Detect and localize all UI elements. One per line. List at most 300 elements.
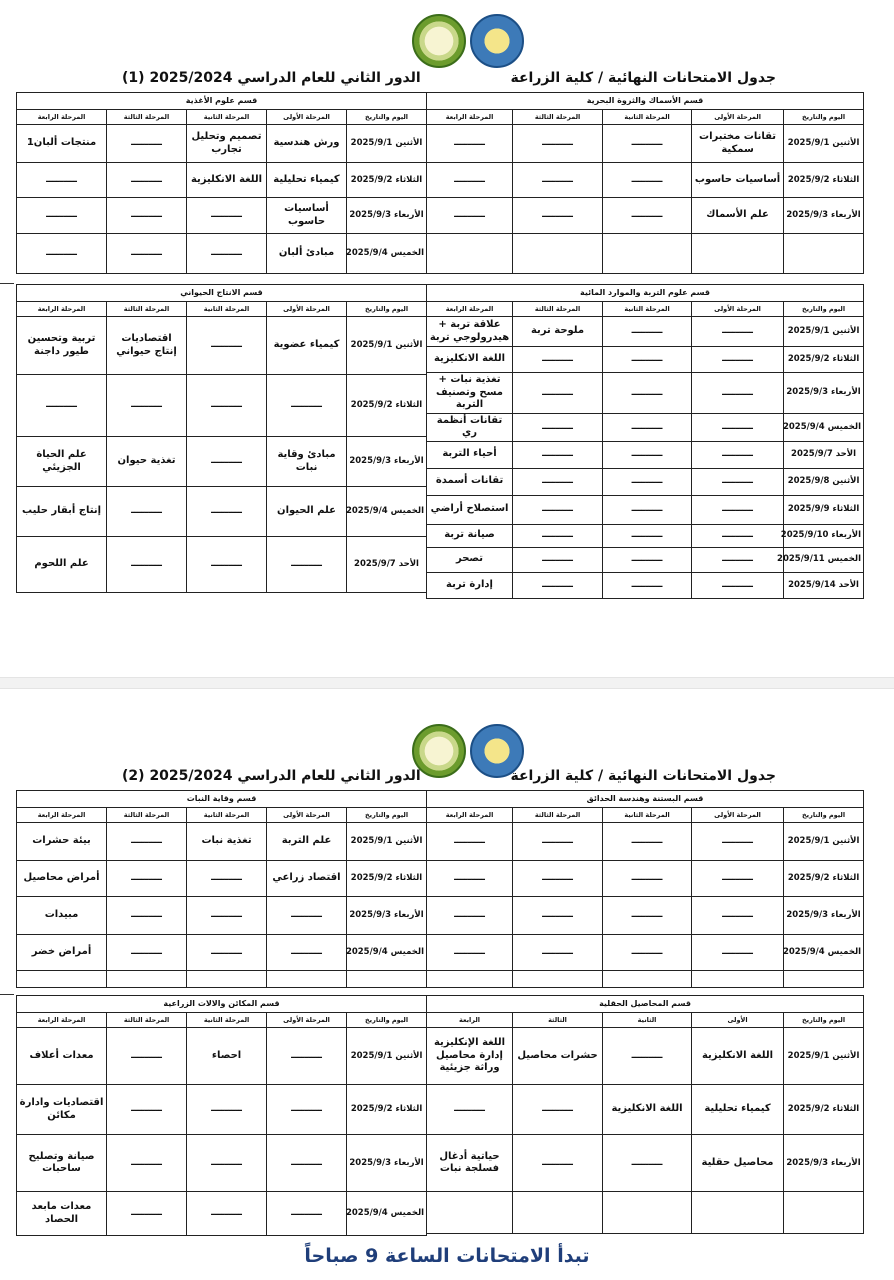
table-row [17,234,427,274]
exam-subject-cell: ـــــــــ [513,935,603,971]
exam-date-cell: الثلاثاء 2025/9/2 [347,861,427,897]
exam-subject-cell: بيئة حشرات [17,823,107,861]
exam-subject-cell: ـــــــــ [603,373,692,414]
column-header: المرحلة الثالثة [107,302,187,317]
exam-date-cell: الأربعاء 2025/9/3 [784,1135,864,1192]
exam-date-cell: الأثنين 2025/9/1 [347,317,427,375]
column-header: المرحلة الرابعة [17,808,107,823]
exam-subject-cell: اقتصاد زراعي [267,861,347,897]
exam-date-cell: الأحد 2025/9/7 [347,537,427,593]
exam-subject-cell [187,971,267,988]
exam-date-cell: الأربعاء 2025/9/3 [347,897,427,935]
exam-subject-cell: ـــــــــ [692,861,784,897]
column-header: الرابعة [427,1013,513,1028]
exam-subject-cell: ـــــــــ [513,495,603,524]
table-row [17,1192,427,1236]
table-fish-dept [426,92,864,274]
table-row [427,547,864,572]
column-header: الثالثة [513,1013,603,1028]
college-logo-icon [412,14,466,68]
exam-subject-cell: ـــــــــ [17,163,107,198]
exam-subject-cell: منتجات ألبان1 [17,125,107,163]
column-header: المرحلة الرابعة [427,110,513,125]
exam-subject-cell: ـــــــــ [513,441,603,468]
column-header: اليوم والتاريخ [784,1013,864,1028]
table-row [17,537,427,593]
exam-subject-cell: ـــــــــ [427,163,513,198]
exam-date-cell: الأثنين 2025/9/1 [347,125,427,163]
table-row [17,897,427,935]
exam-date-cell: الأثنين 2025/9/1 [784,317,864,347]
exam-subject-cell: تصميم وتحليل تجارب [187,125,267,163]
table-row [427,1135,864,1192]
exam-subject-cell: ـــــــــ [603,198,692,234]
exam-date-cell: الأثنين 2025/9/1 [784,823,864,861]
table-row [427,572,864,598]
exam-subject-cell: ـــــــــ [187,897,267,935]
exam-subject-cell: ـــــــــ [107,537,187,593]
exam-subject-cell: تغذية نبات + مسح وتصنيف التربة [427,373,513,414]
exam-subject-cell: ـــــــــ [267,1085,347,1135]
exam-subject-cell: معدات أعلاف [17,1028,107,1085]
table-row [17,1085,427,1135]
exam-subject-cell: ـــــــــ [692,572,784,598]
exam-subject-cell: ـــــــــ [187,861,267,897]
exam-subject-cell [692,1192,784,1234]
exam-subject-cell: ـــــــــ [513,861,603,897]
exam-subject-cell: ـــــــــ [187,1085,267,1135]
department-name: قسم المحاصيل الحقلية [427,996,864,1013]
table-row [427,163,864,198]
column-header: المرحلة الأولى [692,808,784,823]
exam-subject-cell: تقانات أنظمة ري [427,413,513,441]
exam-subject-cell [603,1192,692,1234]
schedule-page-2 [0,690,894,1280]
exam-subject-cell: ـــــــــ [187,935,267,971]
column-header: المرحلة الثانية [603,110,692,125]
margin-tick [0,994,14,995]
exam-subject-cell: ـــــــــ [513,897,603,935]
exam-subject-cell: ـــــــــ [107,1192,187,1236]
exam-subject-cell: ـــــــــ [603,547,692,572]
exam-subject-cell: تغذية حيوان [107,437,187,487]
exam-subject-cell: أساسيات حاسوب [692,163,784,198]
exam-subject-cell: ـــــــــ [187,487,267,537]
column-header: الأولى [692,1013,784,1028]
exam-subject-cell: ـــــــــ [267,935,347,971]
exam-subject-cell [692,234,784,274]
exam-subject-cell: ـــــــــ [107,234,187,274]
exam-subject-cell [267,971,347,988]
exam-subject-cell [513,971,603,988]
exam-subject-cell: ـــــــــ [107,487,187,537]
exam-subject-cell: ـــــــــ [692,441,784,468]
table-row [427,234,864,274]
exam-subject-cell: علم التربة [267,823,347,861]
table-row [427,935,864,971]
exam-subject-cell: تقانات مختبرات سمكية [692,125,784,163]
exam-subject-cell: ـــــــــ [187,375,267,437]
exam-subject-cell: ـــــــــ [603,897,692,935]
column-header: المرحلة الثالثة [107,110,187,125]
table-horticulture-dept [426,790,864,988]
exam-subject-cell: مبادئ وقاية نبات [267,437,347,487]
table-row [427,861,864,897]
exam-subject-cell: ـــــــــ [267,897,347,935]
exam-subject-cell: علم الحياة الجزيئي [17,437,107,487]
table-row [17,125,427,163]
exam-subject-cell: ـــــــــ [17,375,107,437]
exam-date-cell: الخميس 2025/9/11 [784,547,864,572]
table-row [17,198,427,234]
table-row [427,823,864,861]
exam-subject-cell: ـــــــــ [692,413,784,441]
table-row [427,971,864,988]
exam-subject-cell: اقتصاديات إنتاج حيواني [107,317,187,375]
table-animal-dept [16,284,427,593]
column-header: المرحلة الأولى [692,302,784,317]
exam-subject-cell: ـــــــــ [603,935,692,971]
exam-subject-cell: ملوحة تربة [513,317,603,347]
exam-subject-cell: ـــــــــ [513,373,603,414]
table-row [17,1028,427,1085]
exam-subject-cell: ـــــــــ [107,935,187,971]
column-header: اليوم والتاريخ [347,110,427,125]
exam-date-cell [347,971,427,988]
exam-date-cell: الأربعاء 2025/9/3 [784,198,864,234]
exam-date-cell: الأثنين 2025/9/1 [784,125,864,163]
exam-subject-cell [603,971,692,988]
column-header: اليوم والتاريخ [347,302,427,317]
exam-subject-cell [427,1192,513,1234]
exam-subject-cell: كيمياء تحليلية [692,1085,784,1135]
exam-subject-cell: ـــــــــ [513,572,603,598]
exam-subject-cell: ـــــــــ [267,1028,347,1085]
column-header: المرحلة الأولى [692,110,784,125]
exam-subject-cell: ـــــــــ [692,495,784,524]
exam-subject-cell [427,234,513,274]
table-row [427,317,864,347]
exam-subject-cell: اللغة الانكليزية [603,1085,692,1135]
exam-date-cell: الخميس 2025/9/4 [347,234,427,274]
exam-subject-cell: علم الحيوان [267,487,347,537]
table-row [17,935,427,971]
exam-subject-cell: كيمياء عضوية [267,317,347,375]
column-header: اليوم والتاريخ [784,808,864,823]
exam-date-cell: الأحد 2025/9/14 [784,572,864,598]
table-row [427,1192,864,1234]
exam-subject-cell: ـــــــــ [603,572,692,598]
exam-subject-cell: ـــــــــ [692,547,784,572]
table-row [17,1135,427,1192]
exam-subject-cell: أمراض محاصيل [17,861,107,897]
exam-subject-cell: ـــــــــ [107,1085,187,1135]
exam-subject-cell: ـــــــــ [427,861,513,897]
schedule-title: جدول الامتحانات النهائية / كلية الزراعة [510,768,776,784]
exam-subject-cell: حياتية أدغال فسلجة نبات [427,1135,513,1192]
column-header: المرحلة الثانية [187,808,267,823]
exam-subject-cell: علم الأسماك [692,198,784,234]
exam-subject-cell: ورش هندسية [267,125,347,163]
exam-subject-cell: ـــــــــ [187,317,267,375]
department-name: قسم المكائن والالات الزراعية [17,996,427,1013]
exam-subject-cell: صيانة وتصليح ساحبات [17,1135,107,1192]
exam-date-cell: الأربعاء 2025/9/3 [347,437,427,487]
exam-subject-cell: ـــــــــ [427,935,513,971]
table-plant-protection-dept [16,790,427,988]
exam-subject-cell: ـــــــــ [187,234,267,274]
exam-subject-cell: ـــــــــ [513,1085,603,1135]
table-row [17,375,427,437]
exam-date-cell: الأربعاء 2025/9/3 [347,198,427,234]
department-name: قسم علوم الأغذية [17,93,427,110]
exam-subject-cell: ـــــــــ [692,823,784,861]
exam-subject-cell: ـــــــــ [187,537,267,593]
exam-subject-cell: ـــــــــ [513,413,603,441]
exam-date-cell: الثلاثاء 2025/9/2 [784,861,864,897]
exam-subject-cell: إنتاج أبقار حليب [17,487,107,537]
exam-subject-cell: تربية وتحسين طيور داجنة [17,317,107,375]
exam-subject-cell: ـــــــــ [267,1135,347,1192]
exam-subject-cell: ـــــــــ [427,198,513,234]
exam-date-cell: الأثنين 2025/9/8 [784,468,864,495]
exam-subject-cell: ـــــــــ [692,897,784,935]
exam-subject-cell: ـــــــــ [187,437,267,487]
exam-date-cell [784,971,864,988]
column-header: المرحلة الثانية [187,1013,267,1028]
column-header: المرحلة الثانية [603,302,692,317]
exam-subject-cell: ـــــــــ [427,897,513,935]
exam-subject-cell [17,971,107,988]
table-food-dept [16,92,427,274]
table-row [427,495,864,524]
exam-subject-cell: ـــــــــ [107,125,187,163]
exam-subject-cell: ـــــــــ [692,935,784,971]
exam-subject-cell: ـــــــــ [692,373,784,414]
column-header: المرحلة الأولى [267,110,347,125]
department-name: قسم الانتاج الحيواني [17,285,427,302]
exam-subject-cell: ـــــــــ [603,413,692,441]
column-header: المرحلة الرابعة [17,302,107,317]
exam-subject-cell: علم اللحوم [17,537,107,593]
exam-subject-cell: ـــــــــ [107,375,187,437]
table-row [427,373,864,414]
column-header: المرحلة الرابعة [427,302,513,317]
column-header: المرحلة الثالثة [513,808,603,823]
exam-subject-cell: ـــــــــ [267,537,347,593]
column-header: المرحلة الثانية [603,808,692,823]
exam-date-cell: الثلاثاء 2025/9/2 [347,163,427,198]
exam-subject-cell: ـــــــــ [427,1085,513,1135]
exam-date-cell: الثلاثاء 2025/9/2 [347,1085,427,1135]
exam-subject-cell [427,971,513,988]
column-header: اليوم والتاريخ [347,1013,427,1028]
exam-subject-cell: ـــــــــ [187,198,267,234]
exam-subject-cell: ـــــــــ [692,468,784,495]
column-header: المرحلة الأولى [267,1013,347,1028]
exam-subject-cell [603,234,692,274]
exam-subject-cell: ـــــــــ [513,163,603,198]
exam-subject-cell: مبادئ ألبان [267,234,347,274]
exam-subject-cell [513,234,603,274]
exam-subject-cell: ـــــــــ [603,524,692,547]
exam-subject-cell: ـــــــــ [187,1192,267,1236]
exam-subject-cell: ـــــــــ [107,897,187,935]
table-row [427,897,864,935]
exam-subject-cell: ـــــــــ [17,234,107,274]
table-row [17,487,427,537]
exam-date-cell: الثلاثاء 2025/9/2 [784,163,864,198]
exam-subject-cell: حشرات محاصيل [513,1028,603,1085]
exam-subject-cell: ـــــــــ [513,1135,603,1192]
exam-subject-cell: تغذية نبات [187,823,267,861]
exam-subject-cell: استصلاح أراضي [427,495,513,524]
term-title: الدور الثاني للعام الدراسي 2025/2024 (1) [122,70,421,86]
exam-subject-cell: ـــــــــ [107,1135,187,1192]
table-row [427,468,864,495]
exam-subject-cell: ـــــــــ [692,524,784,547]
exam-subject-cell: صيانة تربة [427,524,513,547]
exam-date-cell: الأربعاء 2025/9/3 [784,897,864,935]
exam-subject-cell: ـــــــــ [267,375,347,437]
exam-date-cell: الثلاثاء 2025/9/2 [784,347,864,373]
department-name: قسم الأسماك والثروة البحرية [427,93,864,110]
exam-subject-cell: أساسيات حاسوب [267,198,347,234]
table-row [427,347,864,373]
exam-date-cell: الثلاثاء 2025/9/2 [784,1085,864,1135]
exam-date-cell: الأربعاء 2025/9/3 [347,1135,427,1192]
exam-subject-cell: تصحر [427,547,513,572]
exam-subject-cell: ـــــــــ [603,163,692,198]
exam-date-cell: الأثنين 2025/9/1 [784,1028,864,1085]
table-machines-dept [16,995,427,1236]
column-header: اليوم والتاريخ [347,808,427,823]
exam-subject-cell [692,971,784,988]
column-header: المرحلة الثالثة [107,1013,187,1028]
table-field-crops-dept [426,995,864,1234]
exam-subject-cell [107,971,187,988]
exam-subject-cell: ـــــــــ [603,861,692,897]
exam-subject-cell: ـــــــــ [187,1135,267,1192]
logos [412,14,528,70]
table-row [17,437,427,487]
exam-subject-cell: أمراض خضر [17,935,107,971]
exam-subject-cell: تقانات أسمدة [427,468,513,495]
exam-subject-cell: ـــــــــ [603,441,692,468]
table-row [17,971,427,988]
department-name: قسم وقاية النبات [17,791,427,808]
exam-start-note: تبدأ الامتحانات الساعة 9 صباحاً [304,1245,590,1267]
table-row [427,413,864,441]
exam-subject-cell: ـــــــــ [513,347,603,373]
exam-subject-cell: ـــــــــ [603,125,692,163]
department-name: قسم البستنة وهندسة الحدائق [427,791,864,808]
exam-date-cell [784,1192,864,1234]
column-header: المرحلة الثالثة [513,302,603,317]
exam-subject-cell: ـــــــــ [107,823,187,861]
exam-subject-cell: ـــــــــ [107,163,187,198]
column-header: المرحلة الثالثة [107,808,187,823]
term-title: الدور الثاني للعام الدراسي 2025/2024 (2) [122,768,421,784]
column-header: المرحلة الأولى [267,302,347,317]
exam-subject-cell: اقتصاديات وادارة مكائن [17,1085,107,1135]
exam-date-cell: الخميس 2025/9/4 [347,487,427,537]
department-name: قسم علوم التربة والموارد المائية [427,285,864,302]
exam-subject-cell: ـــــــــ [107,1028,187,1085]
exam-date-cell: الأربعاء 2025/9/3 [784,373,864,414]
exam-subject-cell: ـــــــــ [513,547,603,572]
exam-subject-cell: ـــــــــ [17,198,107,234]
exam-subject-cell: ـــــــــ [603,347,692,373]
exam-subject-cell: ـــــــــ [427,823,513,861]
exam-subject-cell: ـــــــــ [603,1028,692,1085]
exam-subject-cell: اللغة الانكليزية [187,163,267,198]
exam-subject-cell: اللغة الإنكليزية إدارة محاصيل وراثة جزيئية [427,1028,513,1085]
exam-subject-cell: ـــــــــ [513,823,603,861]
exam-subject-cell: علاقة تربة + هيدرولوجي تربة [427,317,513,347]
exam-subject-cell: معدات مابعد الحصاد [17,1192,107,1236]
column-header: المرحلة الثانية [187,302,267,317]
exam-subject-cell: ـــــــــ [267,1192,347,1236]
exam-subject-cell: إدارة تربة [427,572,513,598]
university-logo-icon [470,14,524,68]
table-row [427,524,864,547]
table-row [427,198,864,234]
table-row [17,317,427,375]
column-header: المرحلة الرابعة [427,808,513,823]
exam-subject-cell: ـــــــــ [603,468,692,495]
exam-subject-cell: ـــــــــ [692,347,784,373]
column-header: المرحلة الأولى [267,808,347,823]
table-row [17,861,427,897]
exam-date-cell: الثلاثاء 2025/9/2 [347,375,427,437]
exam-subject-cell: كيمياء تحليلية [267,163,347,198]
column-header: الثانية [603,1013,692,1028]
exam-date-cell [784,234,864,274]
column-header: المرحلة الثالثة [513,110,603,125]
exam-subject-cell: أحياء التربة [427,441,513,468]
exam-date-cell: الأحد 2025/9/7 [784,441,864,468]
page-separator [0,677,894,689]
margin-tick [0,283,14,284]
column-header: اليوم والتاريخ [784,110,864,125]
exam-date-cell: الخميس 2025/9/4 [784,935,864,971]
exam-date-cell: الأثنين 2025/9/1 [347,1028,427,1085]
table-row [427,1085,864,1135]
exam-subject-cell: ـــــــــ [513,524,603,547]
table-soil-dept [426,284,864,599]
table-row [427,1028,864,1085]
column-header: المرحلة الرابعة [17,1013,107,1028]
exam-subject-cell: محاصيل حقلية [692,1135,784,1192]
exam-date-cell: الخميس 2025/9/4 [784,413,864,441]
exam-date-cell: الأثنين 2025/9/1 [347,823,427,861]
table-row [427,441,864,468]
exam-subject-cell: ـــــــــ [107,198,187,234]
exam-subject-cell: ـــــــــ [513,468,603,495]
exam-subject-cell: ـــــــــ [603,1135,692,1192]
exam-subject-cell: ـــــــــ [427,125,513,163]
table-row [17,163,427,198]
column-header: المرحلة الرابعة [17,110,107,125]
column-header: اليوم والتاريخ [784,302,864,317]
exam-date-cell: الأربعاء 2025/9/10 [784,524,864,547]
table-row [427,125,864,163]
exam-subject-cell: ـــــــــ [603,317,692,347]
exam-date-cell: الخميس 2025/9/4 [347,1192,427,1236]
table-row [17,823,427,861]
exam-subject-cell [513,1192,603,1234]
